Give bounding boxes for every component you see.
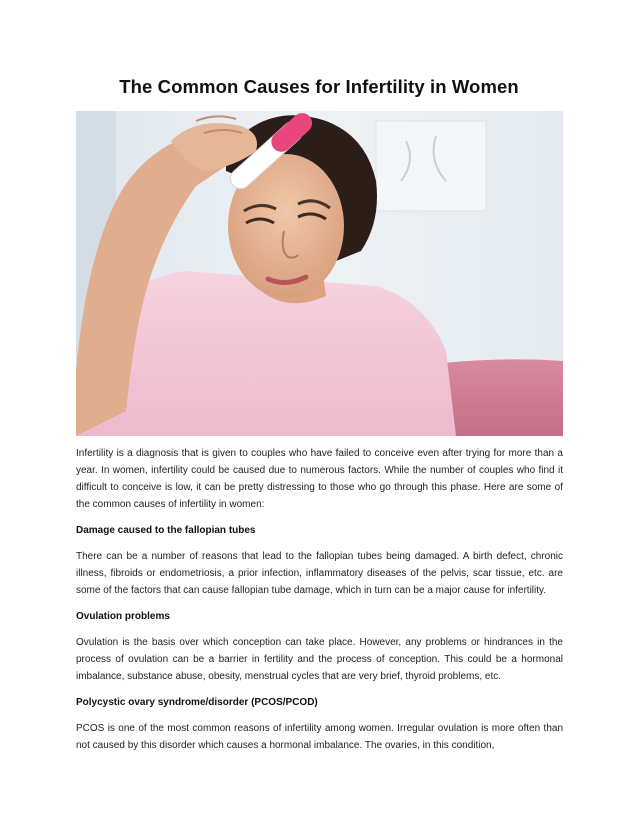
- section-heading-pcos: Polycystic ovary syndrome/disorder (PCOS/PCOD): [76, 697, 318, 708]
- section-heading-ovulation: Ovulation problems: [76, 611, 170, 622]
- section-text-fallopian: There can be a number of reasons that lead to the fallopian tubes being damaged. A birth defect, chronic illness, fibroids or endometriosis, a prior infection, inflammatory diseases of the pelvis, scar tissue, etc. are some of the factors that can cause fallopian tube damage, which in turn can be a major cause for infertility.: [76, 551, 563, 596]
- page-title: The Common Causes for Infertility in Women: [119, 76, 519, 97]
- section-text-ovulation: Ovulation is the basis over which conception can take place. However, any problems or hindrances in the process of ovulation can be a barrier in fertility and the process of conception. This could be a hormonal imbalance, substance abuse, obesity, menstrual cycles that are very brief, thyroid problems, etc.: [76, 637, 563, 682]
- woman-with-pregnancy-test-photo: [76, 111, 563, 436]
- intro-paragraph: Infertility is a diagnosis that is given to couples who have failed to conceive even after trying for more than a year. In women, infertility could be caused due to numerous factors. While the number of couples who find it difficult to conceive is low, it can be pretty distressing to those who go through this phase. Here are some of the common causes of infertility in women:: [76, 448, 563, 510]
- article-body: [76, 445, 563, 763]
- section-heading-fallopian: Damage caused to the fallopian tubes: [76, 525, 256, 536]
- section-text-pcos: PCOS is one of the most common reasons of infertility among women. Irregular ovulation is more often than not caused by this disorder which causes a hormonal imbalance. The ovaries, in this condition,: [76, 723, 563, 751]
